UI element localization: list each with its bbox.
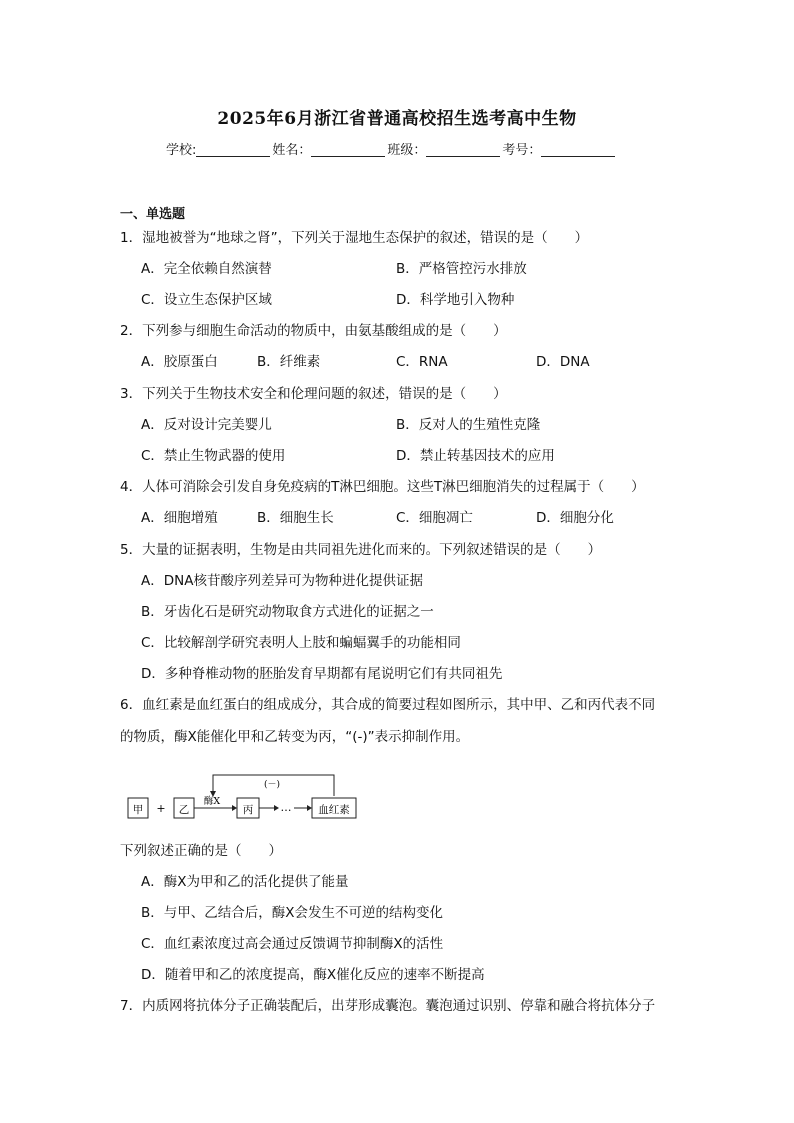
question-5-option-a[interactable]: A．DNA核苷酸序列差异可为物种进化提供证据 — [141, 573, 423, 589]
question-3-stem: 3．下列关于生物技术安全和伦理问题的叙述，错误的是（ ） — [120, 386, 507, 402]
question-5-stem: 5．大量的证据表明，生物是由共同祖先进化而来的。下列叙述错误的是（ ） — [120, 542, 602, 558]
question-6-prompt: 下列叙述正确的是（ ） — [120, 843, 282, 859]
substance-b-label: 乙 — [178, 804, 190, 816]
question-4-stem: 4．人体可消除会引发自身免疫病的T淋巴细胞。这些T淋巴细胞消失的过程属于（ ） — [120, 479, 645, 495]
pathway-dots: … — [280, 801, 292, 814]
class-field[interactable] — [426, 143, 500, 157]
pathway-arrowhead-2 — [307, 805, 312, 811]
question-6-option-d[interactable]: D．随着甲和乙的浓度提高，酶X催化反应的速率不断提高 — [141, 967, 485, 983]
question-1-option-a[interactable]: A．完全依赖自然演替 — [141, 261, 272, 277]
question-7-stem: 7．内质网将抗体分子正确装配后，出芽形成囊泡。囊泡通过识别、停靠和融合将抗体分子 — [120, 998, 656, 1014]
pathway-arrowhead-1 — [274, 805, 279, 811]
question-6-stem-continued: 的物质，酶X能催化甲和乙转变为丙，“(-)”表示抑制作用。 — [120, 729, 470, 745]
question-2-stem: 2．下列参与细胞生命活动的物质中，由氨基酸组成的是（ ） — [120, 323, 507, 339]
question-6-option-b[interactable]: B．与甲、乙结合后，酶X会发生不可逆的结构变化 — [141, 905, 444, 921]
question-4-option-a[interactable]: A．细胞增殖 — [141, 510, 218, 526]
substance-c-label: 丙 — [242, 804, 254, 816]
question-6-option-a[interactable]: A．酶X为甲和乙的活化提供了能量 — [141, 874, 349, 890]
question-2-option-c[interactable]: C．RNA — [396, 354, 448, 370]
question-6-option-c[interactable]: C．血红素浓度过高会通过反馈调节抑制酶X的活性 — [141, 936, 444, 952]
question-4-option-c[interactable]: C．细胞凋亡 — [396, 510, 473, 526]
question-4-option-d[interactable]: D．细胞分化 — [536, 510, 614, 526]
heme-synthesis-diagram — [124, 770, 374, 825]
name-field[interactable] — [311, 143, 385, 157]
student-info-line — [166, 139, 617, 158]
enzyme-label: 酶X — [203, 796, 221, 807]
enzyme-arrowhead — [232, 805, 237, 811]
question-1-option-d[interactable]: D．科学地引入物种 — [396, 292, 515, 308]
class-label: 班级： — [387, 143, 427, 158]
school-field[interactable] — [196, 143, 270, 157]
question-2-option-a[interactable]: A．胶原蛋白 — [141, 354, 218, 370]
question-5-option-c[interactable]: C．比较解剖学研究表明人上肢和蝙蝠翼手的功能相同 — [141, 635, 461, 651]
substance-a-label: 甲 — [132, 804, 144, 816]
question-5-option-b[interactable]: B．牙齿化石是研究动物取食方式进化的证据之一 — [141, 604, 434, 620]
name-label: 姓名： — [272, 143, 312, 158]
number-label: 考号： — [502, 143, 542, 158]
question-1-option-c[interactable]: C．设立生态保护区域 — [141, 292, 272, 308]
question-1-stem: 1．湿地被誉为“地球之肾”，下列关于湿地生态保护的叙述，错误的是（ ） — [120, 230, 589, 246]
question-5-option-d[interactable]: D．多种脊椎动物的胚胎发育早期都有尾说明它们有共同祖先 — [141, 666, 503, 682]
question-3-option-a[interactable]: A．反对设计完美婴儿 — [141, 417, 272, 433]
page-title: 2025年6月浙江省普通高校招生选考高中生物 — [217, 109, 577, 129]
school-label: 学校: — [166, 143, 197, 158]
inhibit-label: (－) — [263, 780, 281, 790]
question-3-option-b[interactable]: B．反对人的生殖性克隆 — [396, 417, 541, 433]
question-2-option-d[interactable]: D．DNA — [536, 354, 590, 370]
heme-label: 血红素 — [318, 804, 350, 816]
question-6-stem: 6．血红素是血红蛋白的组成成分，其合成的简要过程如图所示，其中甲、乙和丙代表不同 — [120, 697, 656, 713]
section-title: 一、单选题 — [120, 207, 186, 222]
question-4-option-b[interactable]: B．细胞生长 — [257, 510, 334, 526]
question-3-option-c[interactable]: C．禁止生物武器的使用 — [141, 448, 286, 464]
number-field[interactable] — [541, 143, 615, 157]
question-1-option-b[interactable]: B．严格管控污水排放 — [396, 261, 527, 277]
question-2-option-b[interactable]: B．纤维素 — [257, 354, 321, 370]
plus-sign: + — [156, 802, 166, 815]
question-3-option-d[interactable]: D．禁止转基因技术的应用 — [396, 448, 555, 464]
